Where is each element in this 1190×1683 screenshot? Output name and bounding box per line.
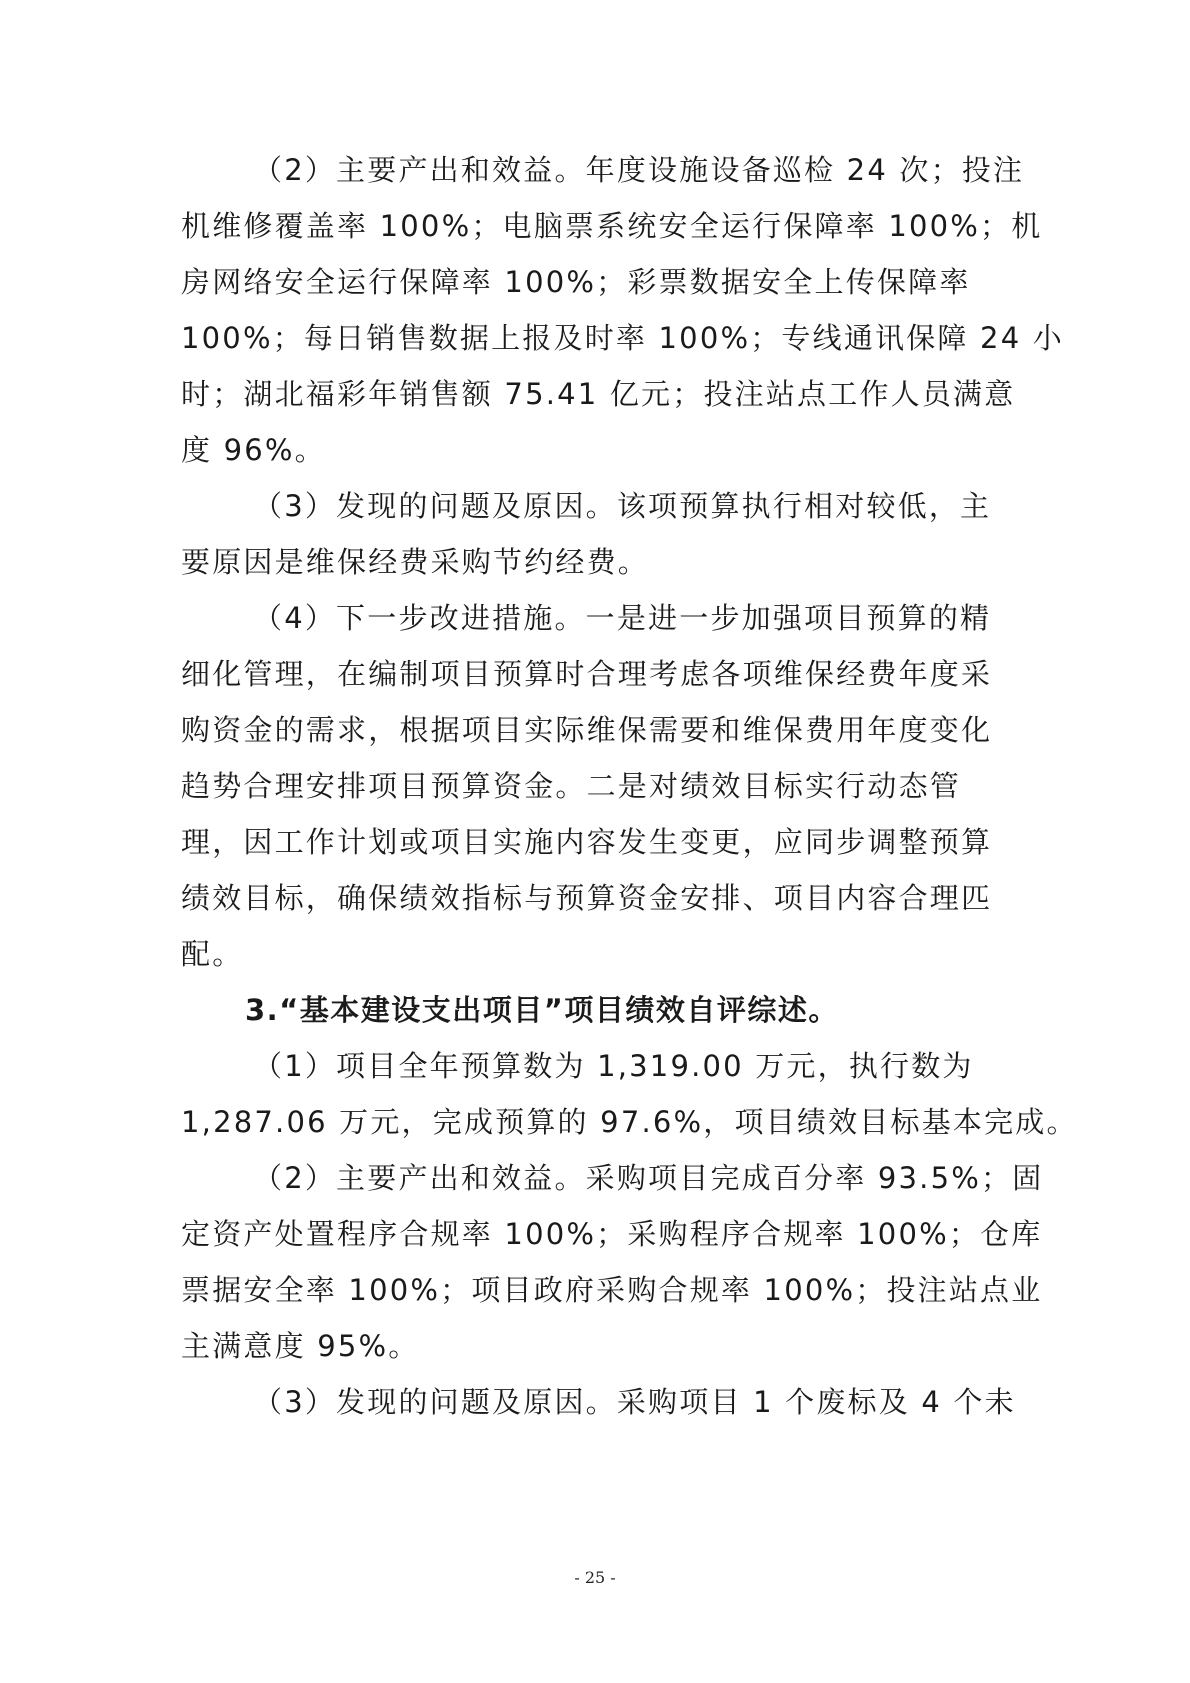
- paragraph-2-output-benefits: （2）主要产出和效益。年度设施设备巡检 24 次；投注: [253, 153, 1025, 187]
- text-line: 1,287.06 万元，完成预算的 97.6%，项目绩效目标基本完成。: [181, 1105, 1078, 1139]
- text-line: 趋势合理安排项目预算资金。二是对绩效目标实行动态管: [181, 769, 962, 803]
- paragraph-2-output-benefits: （2）主要产出和效益。采购项目完成百分率 93.5%；固: [253, 1161, 1044, 1195]
- paragraph-4-improvements: （4）下一步改进措施。一是进一步加强项目预算的精: [253, 601, 992, 635]
- paragraph-3-problems: （3）发现的问题及原因。该项预算执行相对较低，主: [253, 489, 992, 523]
- text-line: 度 96%。: [181, 433, 326, 467]
- section-heading: 3.“基本建设支出项目”项目绩效自评综述。: [245, 993, 839, 1027]
- text-line: 票据安全率 100%；项目政府采购合规率 100%；投注站点业: [181, 1273, 1043, 1307]
- text-line: 理，因工作计划或项目实施内容发生变更，应同步调整预算: [181, 825, 993, 859]
- text-line: 机维修覆盖率 100%；电脑票系统安全运行保障率 100%；机: [181, 209, 1043, 243]
- text-line: 主满意度 95%。: [181, 1329, 420, 1363]
- text-line: 100%；每日销售数据上报及时率 100%；专线通讯保障 24 小: [181, 321, 1064, 355]
- text-line: 房网络安全运行保障率 100%；彩票数据安全上传保障率: [181, 265, 971, 299]
- text-line: 配。: [181, 937, 244, 971]
- text-line: 定资产处置程序合规率 100%；采购程序合规率 100%；仓库: [181, 1217, 1043, 1251]
- text-line: 绩效目标，确保绩效指标与预算资金安排、项目内容合理匹: [181, 881, 993, 915]
- text-line: 细化管理，在编制项目预算时合理考虑各项维保经费年度采: [181, 657, 993, 691]
- text-line: 时；湖北福彩年销售额 75.41 亿元；投注站点工作人员满意: [181, 377, 1016, 411]
- page-number: - 25 -: [574, 1568, 616, 1587]
- text-line: 购资金的需求，根据项目实际维保需要和维保费用年度变化: [181, 713, 993, 747]
- paragraph-3-problems: （3）发现的问题及原因。采购项目 1 个废标及 4 个未: [253, 1385, 1016, 1419]
- text-line: 要原因是维保经费采购节约经费。: [181, 545, 650, 579]
- paragraph-1-budget: （1）项目全年预算数为 1,319.00 万元，执行数为: [253, 1049, 974, 1083]
